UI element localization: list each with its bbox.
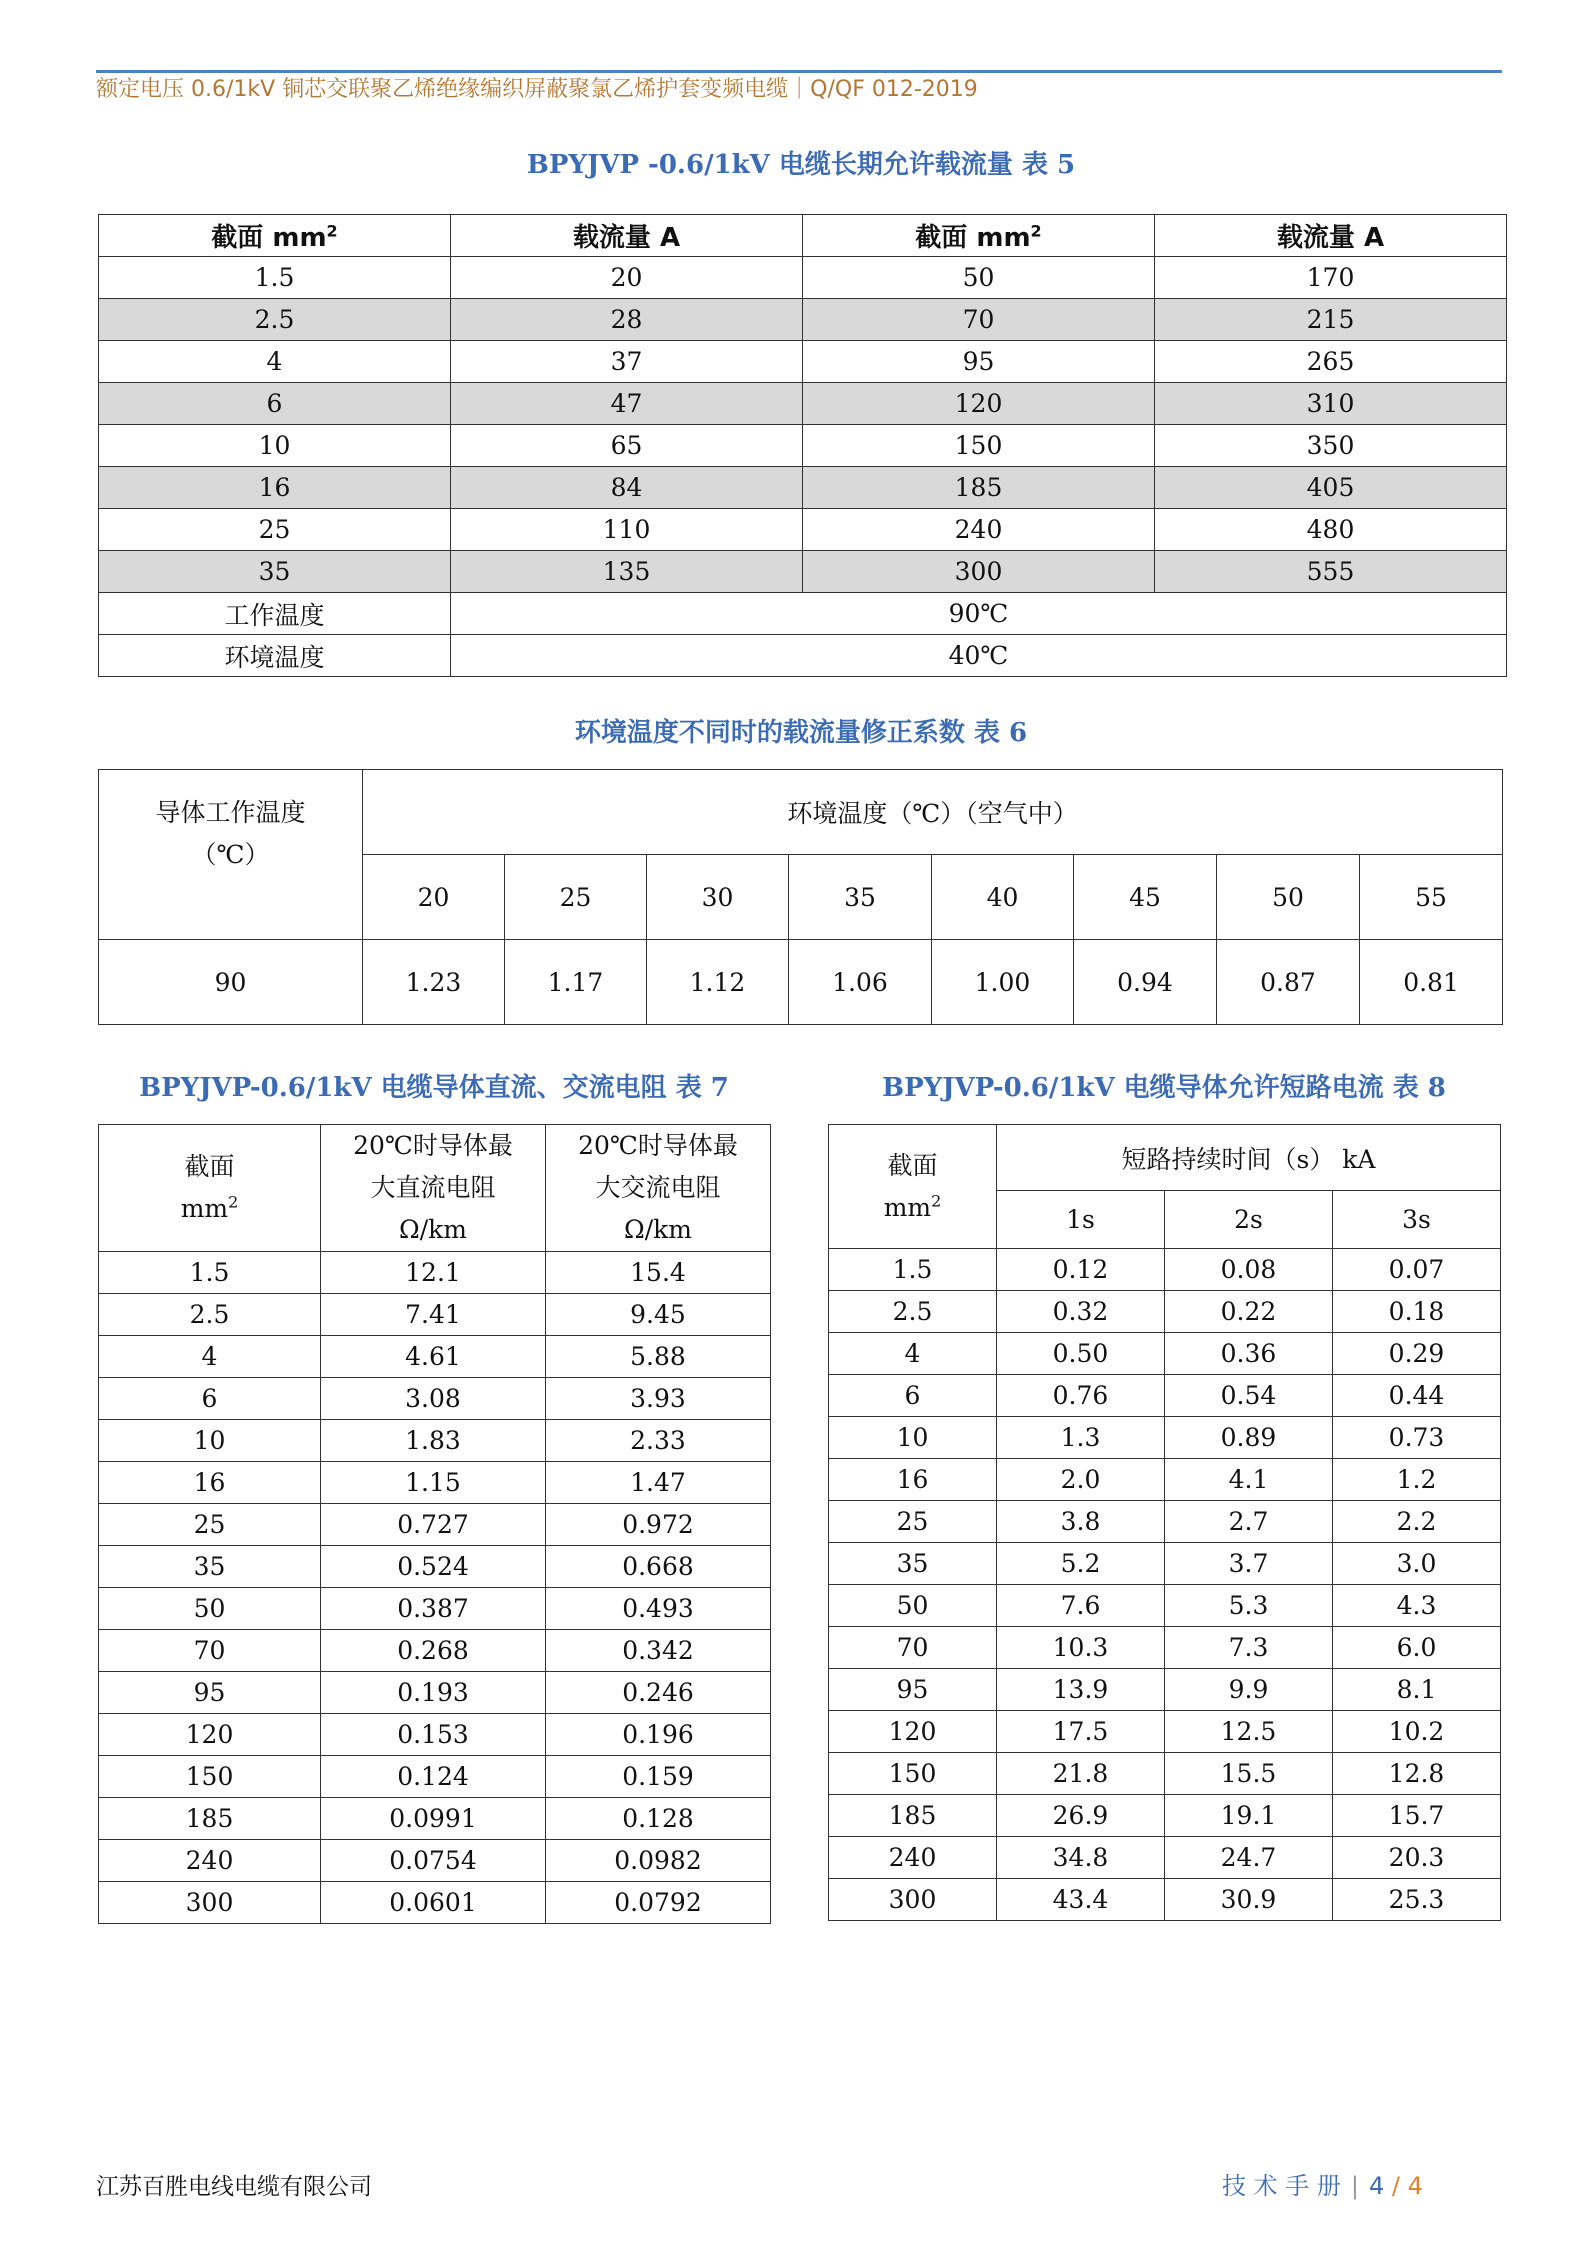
table7-cell: 9.45	[546, 1294, 771, 1336]
table8-cell: 2.5	[829, 1291, 997, 1333]
table5-cell: 37	[451, 341, 803, 383]
table5-cell: 170	[1155, 257, 1507, 299]
table8-cell: 25.3	[1333, 1879, 1501, 1921]
table8-cell: 5.3	[1165, 1585, 1333, 1627]
table-row	[829, 1249, 1501, 1291]
page-header: 额定电压 0.6/1kV 铜芯交联聚乙烯绝缘编织屏蔽聚氯乙烯护套变频电缆｜Q/QF 012-2019	[96, 77, 978, 102]
factor-cell: 0.81	[1360, 940, 1503, 1025]
table-row	[99, 467, 1507, 509]
table7-cell: 25	[99, 1504, 321, 1546]
table7-cell: 0.972	[546, 1504, 771, 1546]
env-temp-label: 环境温度	[99, 635, 451, 677]
table5	[98, 214, 1507, 677]
table7-cell: 300	[99, 1882, 321, 1924]
table8-cell: 0.44	[1333, 1375, 1501, 1417]
table5-work-temp-row	[99, 593, 1507, 635]
table5-header-section-2: 截面 $mm^2$	[803, 215, 1155, 257]
table7-cell: 1.15	[321, 1462, 546, 1504]
table8-cell: 21.8	[997, 1753, 1165, 1795]
table8-cell: 6.0	[1333, 1627, 1501, 1669]
table-row	[829, 1837, 1501, 1879]
table8-cell: 4.1	[1165, 1459, 1333, 1501]
table-row	[99, 1546, 771, 1588]
table8-cell: 70	[829, 1627, 997, 1669]
table5-cell: 110	[451, 509, 803, 551]
table-row	[99, 1630, 771, 1672]
table-row	[829, 1417, 1501, 1459]
factor-cell: 1.06	[789, 940, 932, 1025]
table8-cell: 0.73	[1333, 1417, 1501, 1459]
table7-cell: 12.1	[321, 1252, 546, 1294]
table7-cell: 0.193	[321, 1672, 546, 1714]
table8-cell: 2.2	[1333, 1501, 1501, 1543]
table-row	[99, 1840, 771, 1882]
table5-cell: 480	[1155, 509, 1507, 551]
table8-cell: 150	[829, 1753, 997, 1795]
table8-cell: 95	[829, 1669, 997, 1711]
table8-cell: 16	[829, 1459, 997, 1501]
table-row	[829, 1711, 1501, 1753]
table8-cell: 8.1	[1333, 1669, 1501, 1711]
table8-cell: 5.2	[997, 1543, 1165, 1585]
table8-cell: 25	[829, 1501, 997, 1543]
table7-header-dc: 20℃时导体最 大直流电阻 Ω/km	[321, 1125, 546, 1252]
table5-header-section: 截面 $mm^2$	[99, 215, 451, 257]
table-row	[99, 1252, 771, 1294]
table5-cell: 4	[99, 341, 451, 383]
table7-cell: 1.47	[546, 1462, 771, 1504]
table-row	[99, 1462, 771, 1504]
factor-cell: 0.87	[1217, 940, 1360, 1025]
table-row	[99, 1294, 771, 1336]
table5-header-current-2: 载流量 A	[1155, 215, 1507, 257]
table-row	[99, 341, 1507, 383]
table7-cell: 150	[99, 1756, 321, 1798]
table8-cell: 12.5	[1165, 1711, 1333, 1753]
table5-cell: 555	[1155, 551, 1507, 593]
table5-cell: 215	[1155, 299, 1507, 341]
table8-cell: 185	[829, 1795, 997, 1837]
table8-cell: 0.50	[997, 1333, 1165, 1375]
table6-caption: 环境温度不同时的载流量修正系数 表 6	[574, 718, 1028, 748]
footer-separator: |	[1350, 2172, 1359, 2200]
table7-cell: 10	[99, 1420, 321, 1462]
table7-cell: 16	[99, 1462, 321, 1504]
table8-cell: 26.9	[997, 1795, 1165, 1837]
table5-cell: 25	[99, 509, 451, 551]
table7-header-section: 截面 $mm^2$	[99, 1125, 321, 1252]
table-row	[99, 1672, 771, 1714]
work-temp-value: 90℃	[451, 593, 1507, 635]
table7-cell: 2.5	[99, 1294, 321, 1336]
table-row	[99, 1882, 771, 1924]
table5-cell: 70	[803, 299, 1155, 341]
table-row	[99, 1756, 771, 1798]
table8-cell: 15.7	[1333, 1795, 1501, 1837]
table-row	[99, 383, 1507, 425]
table7-cell: 3.93	[546, 1378, 771, 1420]
factor-cell: 1.00	[932, 940, 1074, 1025]
table7-cell: 0.0991	[321, 1798, 546, 1840]
table-row	[99, 551, 1507, 593]
table7-cell: 0.387	[321, 1588, 546, 1630]
table-row	[829, 1291, 1501, 1333]
factor-cell: 0.94	[1074, 940, 1217, 1025]
table8-cell: 0.12	[997, 1249, 1165, 1291]
table-row	[829, 1375, 1501, 1417]
temp-cell: 40	[932, 855, 1074, 940]
page-footer	[1222, 2166, 1423, 2201]
table8-cell: 1.5	[829, 1249, 997, 1291]
table7-cell: 0.727	[321, 1504, 546, 1546]
table5-cell: 50	[803, 257, 1155, 299]
table7-cell: 50	[99, 1588, 321, 1630]
table5-cell: 350	[1155, 425, 1507, 467]
table8-cell: 0.29	[1333, 1333, 1501, 1375]
table8-cell: 0.22	[1165, 1291, 1333, 1333]
table5-cell: 35	[99, 551, 451, 593]
table7	[98, 1124, 771, 1924]
table-row	[99, 1378, 771, 1420]
table8-cell: 1.2	[1333, 1459, 1501, 1501]
table-row	[829, 1753, 1501, 1795]
table8-cell: 0.36	[1165, 1333, 1333, 1375]
temp-cell: 55	[1360, 855, 1503, 940]
factor-cell: 1.12	[647, 940, 789, 1025]
table8-cell: 34.8	[997, 1837, 1165, 1879]
table7-cell: 0.0754	[321, 1840, 546, 1882]
factor-cell: 1.17	[505, 940, 647, 1025]
table-row	[99, 1714, 771, 1756]
table5-caption: BPYJVP -0.6/1kV 电缆长期允许载流量 表 5	[526, 150, 1076, 180]
table8-cell: 10	[829, 1417, 997, 1459]
table5-cell: 10	[99, 425, 451, 467]
table8-cell: 4.3	[1333, 1585, 1501, 1627]
factors-row	[99, 940, 1503, 1025]
table7-cell: 0.153	[321, 1714, 546, 1756]
table8-cell: 2.7	[1165, 1501, 1333, 1543]
table7-cell: 70	[99, 1630, 321, 1672]
factor-cell: 1.23	[363, 940, 505, 1025]
table5-env-temp-row	[99, 635, 1507, 677]
table5-cell: 16	[99, 467, 451, 509]
table8-cell: 0.32	[997, 1291, 1165, 1333]
table-row	[829, 1795, 1501, 1837]
table8	[828, 1124, 1501, 1921]
table5-cell: 65	[451, 425, 803, 467]
table8-cell: 0.54	[1165, 1375, 1333, 1417]
table6	[98, 769, 1503, 1025]
table8-cell: 30.9	[1165, 1879, 1333, 1921]
table-row	[99, 509, 1507, 551]
table7-cell: 5.88	[546, 1336, 771, 1378]
table7-cell: 95	[99, 1672, 321, 1714]
table7-cell: 6	[99, 1378, 321, 1420]
table7-cell: 1.5	[99, 1252, 321, 1294]
table8-cell: 17.5	[997, 1711, 1165, 1753]
table8-cell: 43.4	[997, 1879, 1165, 1921]
duration-cell: 2s	[1165, 1191, 1333, 1249]
table-row	[829, 1585, 1501, 1627]
table8-cell: 19.1	[1165, 1795, 1333, 1837]
table5-header-current: 载流量 A	[451, 215, 803, 257]
table-row	[829, 1669, 1501, 1711]
table7-cell: 0.342	[546, 1630, 771, 1672]
table8-cell: 0.07	[1333, 1249, 1501, 1291]
table8-cell: 1.3	[997, 1417, 1165, 1459]
table8-cell: 15.5	[1165, 1753, 1333, 1795]
env-temp-header: 环境温度（℃）（空气中）	[363, 770, 1503, 855]
table7-cell: 0.0982	[546, 1840, 771, 1882]
table8-cell: 240	[829, 1837, 997, 1879]
table7-cell: 2.33	[546, 1420, 771, 1462]
table8-cell: 35	[829, 1543, 997, 1585]
temp-cell: 20	[363, 855, 505, 940]
work-temp-label: 工作温度	[99, 593, 451, 635]
table5-cell: 120	[803, 383, 1155, 425]
temp-cell: 35	[789, 855, 932, 940]
table8-cell: 12.8	[1333, 1753, 1501, 1795]
table-row	[99, 1336, 771, 1378]
table7-header-ac: 20℃时导体最 大交流电阻 Ω/km	[546, 1125, 771, 1252]
table5-cell: 240	[803, 509, 1155, 551]
header-rule	[96, 70, 1502, 73]
company-name: 江苏百胜电线电缆有限公司	[96, 2174, 372, 2200]
table-row	[99, 1798, 771, 1840]
table-row	[99, 257, 1507, 299]
page-number: 4	[1368, 2172, 1385, 2200]
duration-cell: 3s	[1333, 1191, 1501, 1249]
table5-cell: 185	[803, 467, 1155, 509]
table5-cell: 95	[803, 341, 1155, 383]
table7-cell: 0.668	[546, 1546, 771, 1588]
table-row	[829, 1879, 1501, 1921]
table7-cell: 3.08	[321, 1378, 546, 1420]
table8-cell: 4	[829, 1333, 997, 1375]
table8-caption: BPYJVP-0.6/1kV 电缆导体允许短路电流 表 8	[882, 1073, 1446, 1103]
table7-cell: 0.196	[546, 1714, 771, 1756]
temp-cell: 50	[1217, 855, 1360, 940]
table5-cell: 2.5	[99, 299, 451, 341]
table7-cell: 0.524	[321, 1546, 546, 1588]
temp-cell: 25	[505, 855, 647, 940]
table7-caption: BPYJVP-0.6/1kV 电缆导体直流、交流电阻 表 7	[139, 1073, 729, 1103]
table-row	[829, 1333, 1501, 1375]
table7-cell: 0.268	[321, 1630, 546, 1672]
table7-cell: 0.0601	[321, 1882, 546, 1924]
duration-header: 短路持续时间（s） kA	[997, 1125, 1501, 1191]
table5-cell: 20	[451, 257, 803, 299]
table5-header-row	[99, 215, 1507, 257]
table7-cell: 7.41	[321, 1294, 546, 1336]
table5-cell: 150	[803, 425, 1155, 467]
table7-cell: 120	[99, 1714, 321, 1756]
table5-cell: 84	[451, 467, 803, 509]
table7-cell: 1.83	[321, 1420, 546, 1462]
temp-cell: 30	[647, 855, 789, 940]
table7-cell: 15.4	[546, 1252, 771, 1294]
table7-cell: 185	[99, 1798, 321, 1840]
conductor-temp-header: 导体工作温度 （℃）	[99, 770, 363, 940]
table8-cell: 10.2	[1333, 1711, 1501, 1753]
table8-cell: 20.3	[1333, 1837, 1501, 1879]
table8-cell: 10.3	[997, 1627, 1165, 1669]
table5-cell: 310	[1155, 383, 1507, 425]
table-row	[99, 425, 1507, 467]
table5-cell: 47	[451, 383, 803, 425]
table7-cell: 0.246	[546, 1672, 771, 1714]
table8-cell: 120	[829, 1711, 997, 1753]
table8-cell: 3.7	[1165, 1543, 1333, 1585]
table7-cell: 0.159	[546, 1756, 771, 1798]
table-row	[829, 1627, 1501, 1669]
page-total: / 4	[1391, 2172, 1423, 2200]
table-row	[99, 299, 1507, 341]
table5-cell: 265	[1155, 341, 1507, 383]
temp-cell: 45	[1074, 855, 1217, 940]
manual-label: 技 术 手 册	[1222, 2172, 1341, 2200]
table8-cell: 9.9	[1165, 1669, 1333, 1711]
table7-cell: 4.61	[321, 1336, 546, 1378]
table5-cell: 1.5	[99, 257, 451, 299]
table5-cell: 6	[99, 383, 451, 425]
table8-cell: 300	[829, 1879, 997, 1921]
table8-cell: 3.0	[1333, 1543, 1501, 1585]
table-row	[829, 1459, 1501, 1501]
table8-cell: 50	[829, 1585, 997, 1627]
table7-cell: 35	[99, 1546, 321, 1588]
table7-cell: 0.128	[546, 1798, 771, 1840]
env-temp-value: 40℃	[451, 635, 1507, 677]
table8-cell: 24.7	[1165, 1837, 1333, 1879]
table8-cell: 2.0	[997, 1459, 1165, 1501]
duration-cell: 1s	[997, 1191, 1165, 1249]
table8-cell: 3.8	[997, 1501, 1165, 1543]
table5-cell: 28	[451, 299, 803, 341]
table7-cell: 240	[99, 1840, 321, 1882]
table7-cell: 4	[99, 1336, 321, 1378]
table8-cell: 0.18	[1333, 1291, 1501, 1333]
table7-cell: 0.493	[546, 1588, 771, 1630]
table-row	[99, 1504, 771, 1546]
table8-cell: 6	[829, 1375, 997, 1417]
table8-cell: 0.89	[1165, 1417, 1333, 1459]
table5-cell: 405	[1155, 467, 1507, 509]
table-row	[829, 1543, 1501, 1585]
table-row	[99, 1588, 771, 1630]
table-row	[829, 1501, 1501, 1543]
table8-cell: 0.08	[1165, 1249, 1333, 1291]
table7-cell: 0.124	[321, 1756, 546, 1798]
table8-header-section: 截面 $mm^2$	[829, 1125, 997, 1249]
table8-cell: 7.6	[997, 1585, 1165, 1627]
table8-cell: 7.3	[1165, 1627, 1333, 1669]
table8-cell: 0.76	[997, 1375, 1165, 1417]
table8-cell: 13.9	[997, 1669, 1165, 1711]
table5-cell: 300	[803, 551, 1155, 593]
table-row	[99, 1420, 771, 1462]
table7-cell: 0.0792	[546, 1882, 771, 1924]
table5-cell: 135	[451, 551, 803, 593]
conductor-temp-value: 90	[99, 940, 363, 1025]
